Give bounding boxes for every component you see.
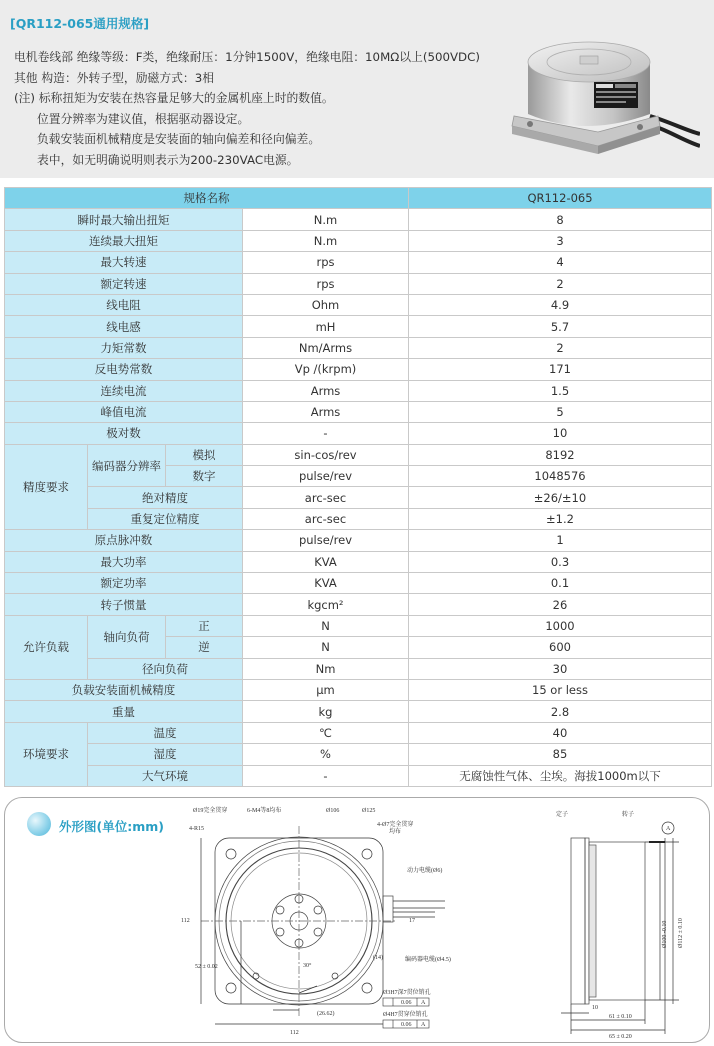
label-pin-tol-2: 0.06 bbox=[401, 1022, 412, 1028]
row-value: ±26/±10 bbox=[409, 487, 712, 508]
row-unit: pulse/rev bbox=[243, 466, 409, 487]
row-value: 26 bbox=[409, 594, 712, 615]
table-row bbox=[5, 337, 712, 358]
subgroup-label-axial: 轴向负荷 bbox=[88, 615, 166, 658]
group-label-load: 允许负载 bbox=[5, 615, 88, 679]
mounting-hole bbox=[226, 849, 236, 859]
label-d7-holes-b: 均布 bbox=[389, 829, 402, 835]
row-unit: Arms bbox=[243, 380, 409, 401]
row-unit: ℃ bbox=[243, 722, 409, 743]
row-label: 重量 bbox=[5, 701, 243, 722]
spec-table bbox=[4, 187, 712, 787]
label-dim-52: 52 ± 0.02 bbox=[195, 964, 218, 970]
label-pin-ref-2: A bbox=[421, 1022, 426, 1028]
label-angle-30: 30° bbox=[303, 963, 312, 969]
row-value: 2 bbox=[409, 337, 712, 358]
table-row bbox=[5, 679, 712, 700]
m4-hole bbox=[314, 906, 322, 914]
label-pin-tol-1: 0.06 bbox=[401, 1000, 412, 1006]
row-value: 0.1 bbox=[409, 573, 712, 594]
m4-hole bbox=[276, 906, 284, 914]
row-unit: % bbox=[243, 744, 409, 765]
row-unit: N.m bbox=[243, 230, 409, 251]
note-structure: 其他 构造：外转子型，励磁方式：3相 bbox=[14, 70, 215, 85]
row-value: 5.7 bbox=[409, 316, 712, 337]
row-unit: KVA bbox=[243, 551, 409, 572]
table-row bbox=[5, 722, 712, 743]
m4-hole bbox=[314, 928, 322, 936]
row-unit: mH bbox=[243, 316, 409, 337]
label-power-cable: 动力电缆(Ø6) bbox=[407, 868, 443, 874]
pin-hole bbox=[332, 973, 338, 979]
stator-flange bbox=[571, 838, 585, 1004]
table-row bbox=[5, 359, 712, 380]
label-pin-hole-2: Ø4H7贯穿位销孔 bbox=[383, 1012, 428, 1018]
mounting-hole bbox=[362, 983, 372, 993]
row-unit: rps bbox=[243, 252, 409, 273]
table-row bbox=[5, 401, 712, 422]
row-unit: N bbox=[243, 637, 409, 658]
row-label: 瞬时最大输出扭矩 bbox=[5, 209, 243, 230]
row-value: 1.5 bbox=[409, 380, 712, 401]
table-row bbox=[5, 765, 712, 786]
rotor-body bbox=[589, 842, 645, 1000]
table-row bbox=[5, 230, 712, 251]
row-value: 3 bbox=[409, 230, 712, 251]
row-unit: N.m bbox=[243, 209, 409, 230]
table-row bbox=[5, 594, 712, 615]
table-row bbox=[5, 423, 712, 444]
label-rotor: 转子 bbox=[622, 812, 635, 818]
row-label: 转子惯量 bbox=[5, 594, 243, 615]
row-label: 极对数 bbox=[5, 423, 243, 444]
row-unit: sin-cos/rev bbox=[243, 444, 409, 465]
m4-hole bbox=[276, 928, 284, 936]
row-value: 600 bbox=[409, 637, 712, 658]
motor-product-photo bbox=[510, 34, 700, 164]
row-label: 连续电流 bbox=[5, 380, 243, 401]
row-value: 5 bbox=[409, 401, 712, 422]
row-unit: μm bbox=[243, 679, 409, 700]
table-row bbox=[5, 508, 712, 529]
row-label: 湿度 bbox=[88, 744, 243, 765]
note-resolution: 位置分辨率为建议值，根据驱动器设定。 bbox=[37, 111, 250, 126]
subgroup-label-encoder: 编码器分辨率 bbox=[88, 444, 166, 487]
table-header-row bbox=[5, 188, 712, 209]
table-row bbox=[5, 615, 712, 636]
note-power: 表中，如无明确说明则表示为200-230VAC电源。 bbox=[37, 152, 299, 167]
row-unit: kgcm² bbox=[243, 594, 409, 615]
table-row bbox=[5, 252, 712, 273]
row-label: 额定功率 bbox=[5, 573, 243, 594]
label-d19: Ø19完全贯穿 bbox=[193, 808, 228, 814]
table-row bbox=[5, 380, 712, 401]
row-label: 温度 bbox=[88, 722, 243, 743]
table-row bbox=[5, 573, 712, 594]
dimension-drawing-panel bbox=[4, 797, 710, 1043]
group-label-accuracy: 精度要求 bbox=[5, 444, 88, 530]
header-spec-name: 规格名称 bbox=[5, 188, 409, 209]
group-label-environment: 环境要求 bbox=[5, 722, 88, 786]
table-row bbox=[5, 487, 712, 508]
row-label: 绝对精度 bbox=[88, 487, 243, 508]
note-mounting: 负载安装面机械精度是安装面的轴向偏差和径向偏差。 bbox=[37, 132, 321, 146]
row-value: 40 bbox=[409, 722, 712, 743]
table-row bbox=[5, 316, 712, 337]
row-label: 正 bbox=[166, 615, 243, 636]
label-datum: A bbox=[666, 826, 671, 832]
spec-title: [QR112-065通用规格] bbox=[10, 16, 150, 31]
row-value: 4.9 bbox=[409, 294, 712, 315]
row-unit: Nm/Arms bbox=[243, 337, 409, 358]
row-value: 8192 bbox=[409, 444, 712, 465]
label-dim-10: 10 bbox=[592, 1005, 598, 1011]
row-label: 原点脉冲数 bbox=[5, 530, 243, 551]
row-unit: - bbox=[243, 765, 409, 786]
label-d100: Ø100 -0.10 bbox=[662, 920, 668, 948]
label-m4-holes: 6-M4等8均布 bbox=[247, 808, 282, 814]
mounting-hole bbox=[226, 983, 236, 993]
outline-drawing bbox=[5, 798, 711, 1044]
row-label: 线电阻 bbox=[5, 294, 243, 315]
table-row bbox=[5, 551, 712, 572]
table-row bbox=[5, 444, 712, 465]
table-row bbox=[5, 294, 712, 315]
row-label: 最大功率 bbox=[5, 551, 243, 572]
row-value: 15 or less bbox=[409, 679, 712, 700]
label-encoder-cable: 编码器电缆(Ø4.5) bbox=[405, 957, 451, 963]
row-value: ±1.2 bbox=[409, 508, 712, 529]
row-label: 最大转速 bbox=[5, 252, 243, 273]
drawing-title: 外形图(单位:mm) bbox=[59, 819, 164, 834]
row-value: 1000 bbox=[409, 615, 712, 636]
row-label: 力矩常数 bbox=[5, 337, 243, 358]
row-unit: Nm bbox=[243, 658, 409, 679]
row-value: 0.3 bbox=[409, 551, 712, 572]
row-label: 逆 bbox=[166, 637, 243, 658]
row-unit: Arms bbox=[243, 401, 409, 422]
note-insulation: 电机卷线部 绝缘等级：F类，绝缘耐压：1分钟1500V，绝缘电阻：10MΩ以上(500VDC) bbox=[14, 50, 480, 64]
row-label: 负载安装面机械精度 bbox=[5, 679, 243, 700]
row-label: 大气环境 bbox=[88, 765, 243, 786]
label-d7-holes: 4-Ø7完全贯穿 bbox=[377, 822, 414, 828]
row-value: 1 bbox=[409, 530, 712, 551]
row-value: 10 bbox=[409, 423, 712, 444]
row-value: 2.8 bbox=[409, 701, 712, 722]
row-value: 8 bbox=[409, 209, 712, 230]
row-label: 线电感 bbox=[5, 316, 243, 337]
label-d112: Ø112 ± 0.10 bbox=[678, 918, 684, 948]
table-row bbox=[5, 273, 712, 294]
row-unit: pulse/rev bbox=[243, 530, 409, 551]
row-unit: KVA bbox=[243, 573, 409, 594]
label-dim-61: 61 ± 0.10 bbox=[609, 1014, 632, 1020]
row-unit: arc-sec bbox=[243, 487, 409, 508]
row-value: 85 bbox=[409, 744, 712, 765]
label-r15: 4-R15 bbox=[189, 826, 204, 832]
row-value: 无腐蚀性气体、尘埃。海拔1000m以下 bbox=[409, 765, 712, 786]
table-row bbox=[5, 744, 712, 765]
note-torque: (注) 标称扭矩为安装在热容量足够大的金属机座上时的数值。 bbox=[14, 91, 334, 105]
row-label: 模拟 bbox=[166, 444, 243, 465]
table-row bbox=[5, 530, 712, 551]
label-dim-26: (26.62) bbox=[317, 1011, 335, 1017]
table-row bbox=[5, 701, 712, 722]
row-unit: Vp /(krpm) bbox=[243, 359, 409, 380]
spec-header-panel bbox=[0, 0, 714, 178]
row-label: 重复定位精度 bbox=[88, 508, 243, 529]
label-pin-ref-1: A bbox=[421, 1000, 426, 1006]
label-dim-65: 65 ± 0.20 bbox=[609, 1034, 632, 1040]
label-dim-14: (14) bbox=[373, 955, 383, 961]
label-pin-hole-1: Ø3H7深7贯位销孔 bbox=[383, 990, 431, 996]
row-unit: Ohm bbox=[243, 294, 409, 315]
row-unit: rps bbox=[243, 273, 409, 294]
row-label: 反电势常数 bbox=[5, 359, 243, 380]
row-value: 171 bbox=[409, 359, 712, 380]
mounting-hole bbox=[362, 849, 372, 859]
row-unit: N bbox=[243, 615, 409, 636]
row-unit: kg bbox=[243, 701, 409, 722]
label-d125: Ø125 bbox=[362, 808, 376, 814]
label-dim-17: 17 bbox=[409, 918, 415, 924]
row-value: 4 bbox=[409, 252, 712, 273]
row-label: 峰值电流 bbox=[5, 401, 243, 422]
label-stator: 定子 bbox=[556, 812, 569, 818]
row-unit: arc-sec bbox=[243, 508, 409, 529]
row-label: 连续最大扭矩 bbox=[5, 230, 243, 251]
row-value: 1048576 bbox=[409, 466, 712, 487]
row-label: 额定转速 bbox=[5, 273, 243, 294]
header-model: QR112-065 bbox=[409, 188, 712, 209]
label-dim-112-vertical: 112 bbox=[181, 918, 190, 924]
label-d106: Ø106 bbox=[326, 808, 340, 814]
row-label: 径向负荷 bbox=[88, 658, 243, 679]
table-row bbox=[5, 658, 712, 679]
row-label: 数字 bbox=[166, 466, 243, 487]
row-value: 2 bbox=[409, 273, 712, 294]
table-row bbox=[5, 209, 712, 230]
spec-notes bbox=[14, 47, 480, 170]
label-dim-112-horizontal: 112 bbox=[290, 1030, 299, 1036]
row-unit: - bbox=[243, 423, 409, 444]
row-value: 30 bbox=[409, 658, 712, 679]
